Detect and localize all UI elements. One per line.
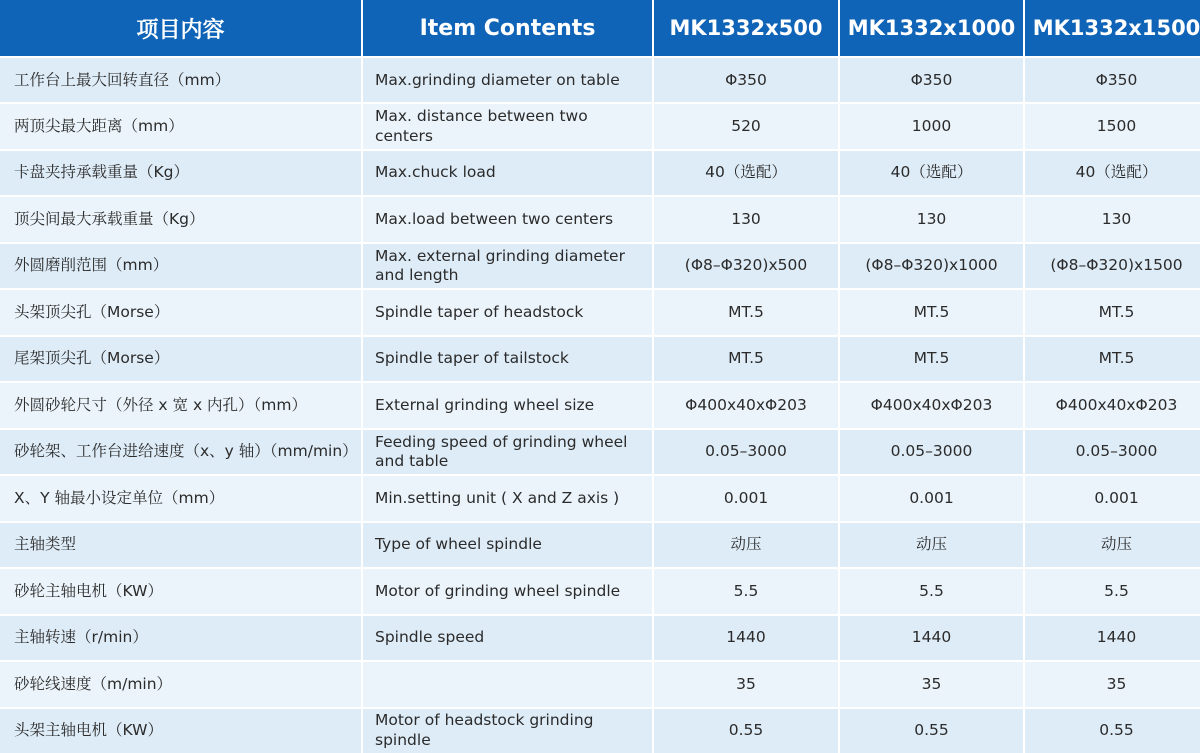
- value-cell-model-3: (Φ8–Φ320)x1500: [1025, 244, 1200, 288]
- value-cell-model-3: 40（选配）: [1025, 151, 1200, 195]
- value-cell-model-3: MT.5: [1025, 290, 1200, 334]
- value-cell-model-1: (Φ8–Φ320)x500: [654, 244, 838, 288]
- item-name-en: Max.load between two centers: [363, 197, 652, 241]
- item-name-cn: 砂轮线速度（m/min）: [0, 662, 361, 706]
- item-name-en: Feeding speed of grinding wheel and table: [363, 430, 652, 474]
- item-name-cn: 工作台上最大回转直径（mm）: [0, 58, 361, 102]
- value-cell-model-3: 0.001: [1025, 476, 1200, 520]
- value-cell-model-1: 520: [654, 104, 838, 148]
- value-cell-model-2: (Φ8–Φ320)x1000: [840, 244, 1023, 288]
- item-name-en: Min.setting unit ( X and Z axis ): [363, 476, 652, 520]
- value-cell-model-2: 动压: [840, 523, 1023, 567]
- value-cell-model-2: 1440: [840, 616, 1023, 660]
- value-cell-model-1: MT.5: [654, 337, 838, 381]
- value-cell-model-3: 5.5: [1025, 569, 1200, 613]
- value-cell-model-2: 0.05–3000: [840, 430, 1023, 474]
- value-cell-model-2: MT.5: [840, 290, 1023, 334]
- value-cell-model-3: MT.5: [1025, 337, 1200, 381]
- value-cell-model-2: 35: [840, 662, 1023, 706]
- value-cell-model-1: MT.5: [654, 290, 838, 334]
- item-name-cn: 砂轮架、工作台进给速度（x、y 轴）（mm/min）: [0, 430, 361, 474]
- item-name-cn: 顶尖间最大承载重量（Kg）: [0, 197, 361, 241]
- value-cell-model-1: 1440: [654, 616, 838, 660]
- item-name-cn: 卡盘夹持承载重量（Kg）: [0, 151, 361, 195]
- value-cell-model-3: 130: [1025, 197, 1200, 241]
- item-name-en: Max.grinding diameter on table: [363, 58, 652, 102]
- item-name-en: Spindle taper of headstock: [363, 290, 652, 334]
- item-name-cn: 主轴转速（r/min）: [0, 616, 361, 660]
- value-cell-model-1: 130: [654, 197, 838, 241]
- value-cell-model-2: MT.5: [840, 337, 1023, 381]
- item-name-en: Max. distance between two centers: [363, 104, 652, 148]
- item-name-en: Spindle taper of tailstock: [363, 337, 652, 381]
- item-name-en: External grinding wheel size: [363, 383, 652, 427]
- item-name-cn: 两顶尖最大距离（mm）: [0, 104, 361, 148]
- value-cell-model-3: 动压: [1025, 523, 1200, 567]
- item-name-en: Spindle speed: [363, 616, 652, 660]
- value-cell-model-1: 35: [654, 662, 838, 706]
- item-name-cn: X、Y 轴最小设定单位（mm）: [0, 476, 361, 520]
- item-name-en: Max. external grinding diameter and length: [363, 244, 652, 288]
- value-cell-model-2: 5.5: [840, 569, 1023, 613]
- value-cell-model-1: 0.001: [654, 476, 838, 520]
- value-cell-model-2: 1000: [840, 104, 1023, 148]
- value-cell-model-1: 5.5: [654, 569, 838, 613]
- value-cell-model-1: 0.55: [654, 709, 838, 753]
- item-name-en: Type of wheel spindle: [363, 523, 652, 567]
- item-name-cn: 外圆砂轮尺寸（外径 x 宽 x 内孔）（mm）: [0, 383, 361, 427]
- item-name-cn: 尾架顶尖孔（Morse）: [0, 337, 361, 381]
- value-cell-model-3: 35: [1025, 662, 1200, 706]
- item-name-en: Max.chuck load: [363, 151, 652, 195]
- item-name-en: [363, 662, 652, 706]
- value-cell-model-1: Φ400x40xΦ203: [654, 383, 838, 427]
- item-name-cn: 头架主轴电机（KW）: [0, 709, 361, 753]
- header-model-2: MK1332x1000: [840, 0, 1023, 56]
- item-name-en: Motor of headstock grinding spindle: [363, 709, 652, 753]
- item-name-cn: 砂轮主轴电机（KW）: [0, 569, 361, 613]
- value-cell-model-2: Φ400x40xΦ203: [840, 383, 1023, 427]
- value-cell-model-1: Φ350: [654, 58, 838, 102]
- value-cell-model-2: 0.55: [840, 709, 1023, 753]
- value-cell-model-3: Φ400x40xΦ203: [1025, 383, 1200, 427]
- value-cell-model-2: 130: [840, 197, 1023, 241]
- header-model-1: MK1332x500: [654, 0, 838, 56]
- item-name-cn: 外圆磨削范围（mm）: [0, 244, 361, 288]
- value-cell-model-1: 0.05–3000: [654, 430, 838, 474]
- value-cell-model-1: 40（选配）: [654, 151, 838, 195]
- header-item-cn: 项目内容: [0, 0, 361, 56]
- value-cell-model-3: Φ350: [1025, 58, 1200, 102]
- value-cell-model-1: 动压: [654, 523, 838, 567]
- value-cell-model-3: 1440: [1025, 616, 1200, 660]
- value-cell-model-2: 40（选配）: [840, 151, 1023, 195]
- header-item-en: Item Contents: [363, 0, 652, 56]
- value-cell-model-3: 0.05–3000: [1025, 430, 1200, 474]
- value-cell-model-2: 0.001: [840, 476, 1023, 520]
- item-name-cn: 主轴类型: [0, 523, 361, 567]
- value-cell-model-3: 0.55: [1025, 709, 1200, 753]
- item-name-en: Motor of grinding wheel spindle: [363, 569, 652, 613]
- header-model-3: MK1332x1500: [1025, 0, 1200, 56]
- item-name-cn: 头架顶尖孔（Morse）: [0, 290, 361, 334]
- value-cell-model-3: 1500: [1025, 104, 1200, 148]
- value-cell-model-2: Φ350: [840, 58, 1023, 102]
